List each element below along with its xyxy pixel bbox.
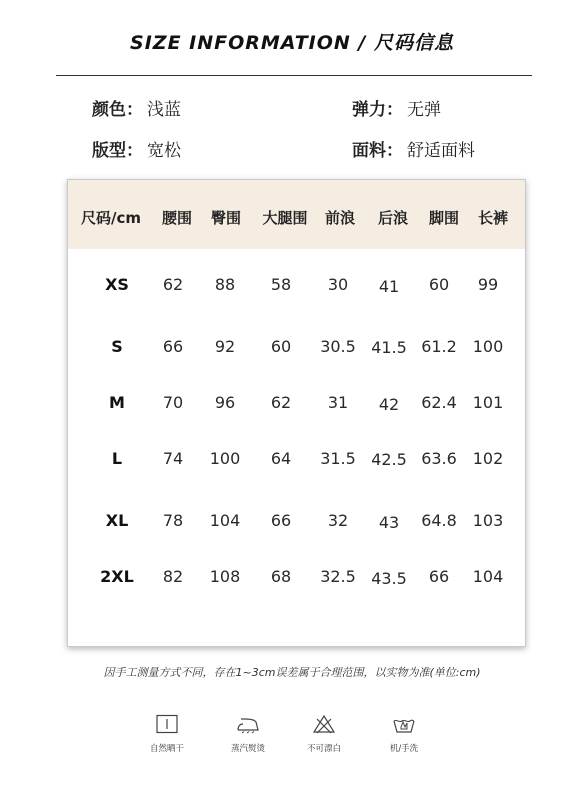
hand-wash-icon bbox=[391, 714, 417, 734]
table-cell: 32 bbox=[327, 511, 349, 530]
table-cell: 62 bbox=[270, 393, 292, 412]
measurement-note: 因手工测量方式不同，存在1~3cm误差属于合理范围，以实物为准(单位:cm) bbox=[103, 666, 481, 679]
header-front-rise: 前浪 bbox=[324, 209, 356, 227]
care-label-steam-iron: 蒸汽熨烫 bbox=[230, 744, 265, 754]
table-cell: 31 bbox=[327, 393, 349, 412]
table-cell: 96 bbox=[214, 393, 236, 412]
table-cell: 31.5 bbox=[320, 449, 356, 468]
header-thigh: 大腿围 bbox=[262, 209, 308, 227]
table-cell: 41 bbox=[378, 277, 400, 296]
care-item-no-bleach bbox=[284, 714, 364, 754]
table-cell: 70 bbox=[162, 393, 184, 412]
table-cell: 92 bbox=[214, 337, 236, 356]
size-table-header bbox=[68, 180, 525, 249]
table-cell: 78 bbox=[162, 511, 184, 530]
table-cell: 63.6 bbox=[421, 449, 457, 468]
table-cell: 102 bbox=[472, 449, 504, 468]
no-bleach-icon bbox=[312, 714, 336, 734]
attr-fabric bbox=[352, 136, 475, 161]
attr-elasticity-label: 弹力： bbox=[352, 100, 403, 120]
table-cell: 108 bbox=[209, 567, 241, 586]
attr-fabric-label: 面料： bbox=[352, 141, 403, 161]
size-table-card bbox=[67, 179, 526, 647]
table-cell: 82 bbox=[162, 567, 184, 586]
size-label-m: M bbox=[109, 393, 125, 412]
header-waist: 腰围 bbox=[161, 209, 193, 227]
table-cell: 61.2 bbox=[421, 337, 457, 356]
table-cell: 58 bbox=[270, 275, 292, 294]
care-item-steam-iron bbox=[208, 714, 288, 754]
attr-fit bbox=[92, 136, 181, 161]
table-cell: 99 bbox=[477, 275, 499, 294]
size-label-l: L bbox=[111, 449, 123, 468]
care-label-hand-wash: 机/手洗 bbox=[389, 744, 419, 754]
header-size-unit: 尺码/cm bbox=[80, 209, 142, 227]
table-cell: 42.5 bbox=[371, 450, 407, 469]
size-label-s: S bbox=[111, 337, 123, 356]
care-item-natural-dry bbox=[127, 714, 207, 754]
table-cell: 100 bbox=[209, 449, 241, 468]
table-cell: 42 bbox=[378, 395, 400, 414]
table-cell: 30.5 bbox=[320, 337, 356, 356]
table-cell: 103 bbox=[472, 511, 504, 530]
attr-fit-value: 宽松 bbox=[147, 141, 181, 161]
attr-elasticity-value: 无弹 bbox=[407, 100, 441, 120]
table-cell: 68 bbox=[270, 567, 292, 586]
table-cell: 43.5 bbox=[371, 569, 407, 588]
attr-color-label: 颜色： bbox=[92, 100, 143, 120]
table-cell: 88 bbox=[214, 275, 236, 294]
attr-color bbox=[92, 95, 181, 120]
table-cell: 101 bbox=[472, 393, 504, 412]
care-item-hand-wash bbox=[364, 714, 444, 754]
table-cell: 64.8 bbox=[421, 511, 457, 530]
steam-iron-icon bbox=[234, 714, 262, 734]
header-length: 长裤 bbox=[477, 209, 509, 227]
header-hip: 臀围 bbox=[210, 209, 242, 227]
header-back-rise: 后浪 bbox=[377, 209, 409, 227]
size-label-xs: XS bbox=[105, 275, 129, 294]
table-cell: 66 bbox=[270, 511, 292, 530]
table-cell: 60 bbox=[270, 337, 292, 356]
table-cell: 32.5 bbox=[320, 567, 356, 586]
table-cell: 104 bbox=[472, 567, 504, 586]
table-cell: 66 bbox=[162, 337, 184, 356]
table-cell: 62 bbox=[162, 275, 184, 294]
care-label-natural-dry: 自然晒干 bbox=[149, 744, 184, 754]
attr-elasticity bbox=[352, 95, 441, 120]
table-cell: 104 bbox=[209, 511, 241, 530]
table-cell: 100 bbox=[472, 337, 504, 356]
size-label-xl: XL bbox=[105, 511, 129, 530]
attr-fabric-value: 舒适面料 bbox=[407, 141, 475, 161]
tumble-dry-natural-icon bbox=[155, 714, 179, 734]
table-cell: 30 bbox=[327, 275, 349, 294]
page-title: SIZE INFORMATION / 尺码信息 bbox=[130, 32, 454, 54]
table-cell: 62.4 bbox=[421, 393, 457, 412]
table-cell: 64 bbox=[270, 449, 292, 468]
size-label-2xl: 2XL bbox=[100, 567, 134, 586]
table-cell: 43 bbox=[378, 513, 400, 532]
table-cell: 60 bbox=[428, 275, 450, 294]
header-leg-opening: 脚围 bbox=[428, 209, 460, 227]
title-divider bbox=[56, 75, 532, 76]
care-label-no-bleach: 不可漂白 bbox=[306, 744, 341, 754]
attr-fit-label: 版型： bbox=[92, 141, 143, 161]
table-cell: 66 bbox=[428, 567, 450, 586]
table-cell: 74 bbox=[162, 449, 184, 468]
table-cell: 41.5 bbox=[371, 338, 407, 357]
attr-color-value: 浅蓝 bbox=[147, 100, 181, 120]
